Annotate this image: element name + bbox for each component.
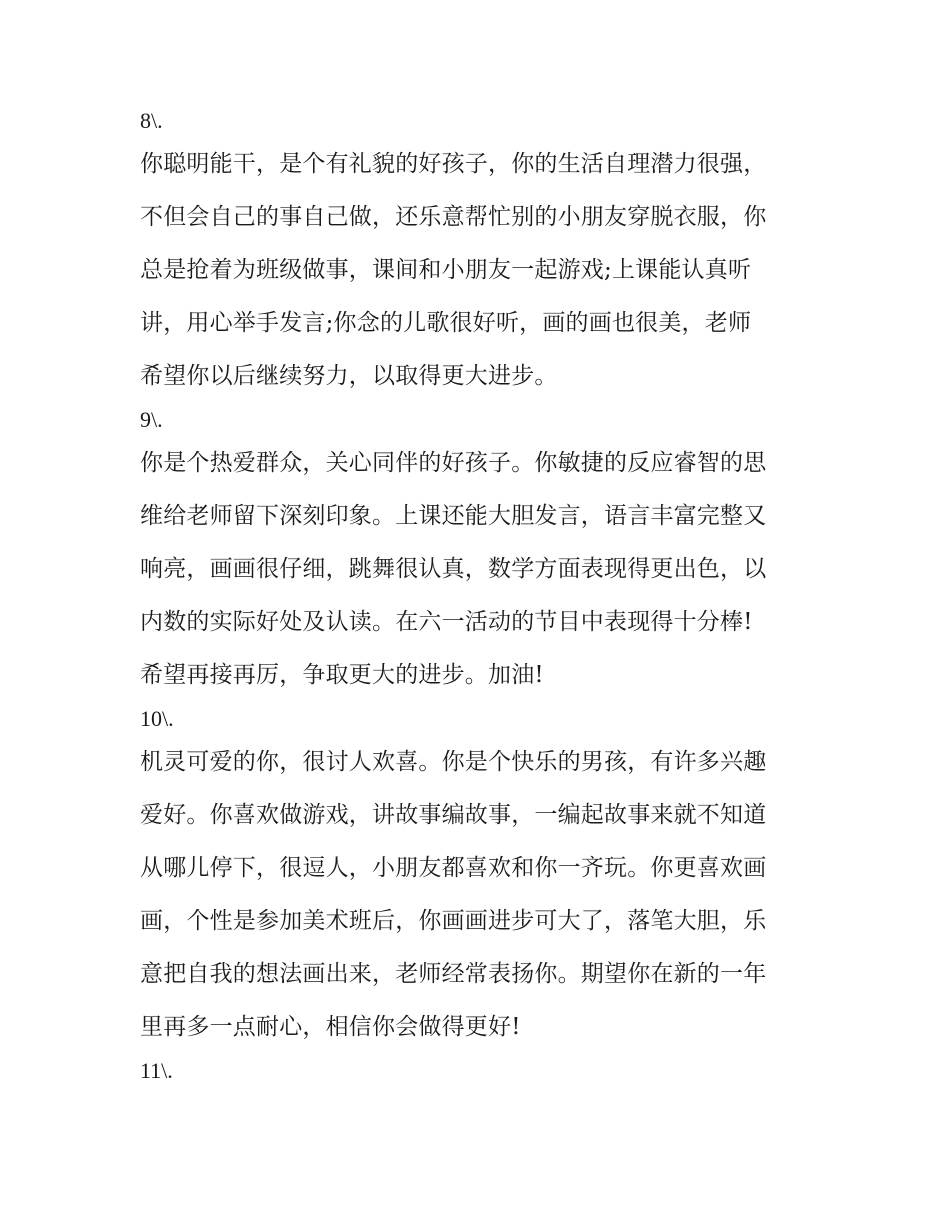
paragraph-line: 响亮，画画很仔细，跳舞很认真，数学方面表现得更出色，以 <box>140 556 767 582</box>
comment-section-9 <box>140 403 820 702</box>
paragraph-line: 内数的实际好处及认读。在六一活动的节目中表现得十分棒! <box>140 609 753 635</box>
paragraph-line: 机灵可爱的你，很讨人欢喜。你是个快乐的男孩，有许多兴趣 <box>140 749 767 775</box>
paragraph-line: 爱好。你喜欢做游戏，讲故事编故事，一编起故事来就不知道 <box>140 802 767 828</box>
section-number: 9\. <box>140 407 163 432</box>
paragraph-line: 意把自我的想法画出来，老师经常表扬你。期望你在新的一年 <box>140 961 767 987</box>
comment-section-8 <box>140 104 820 403</box>
paragraph-line: 讲，用心举手发言;你念的儿歌很好听，画的画也很美，老师 <box>140 310 752 336</box>
paragraph-line: 你是个热爱群众，关心同伴的好孩子。你敏捷的反应睿智的思 <box>140 450 767 476</box>
paragraph-line: 从哪儿停下，很逗人，小朋友都喜欢和你一齐玩。你更喜欢画 <box>140 855 767 881</box>
paragraph-line: 总是抢着为班级做事，课间和小朋友一起游戏;上课能认真听 <box>140 257 752 283</box>
paragraph-line: 希望再接再厉，争取更大的进步。加油! <box>140 662 544 688</box>
document-body <box>140 104 820 1088</box>
paragraph-line: 希望你以后继续努力，以取得更大进步。 <box>140 363 558 389</box>
section-number: 8\. <box>140 108 163 133</box>
paragraph-line: 不但会自己的事自己做，还乐意帮忙别的小朋友穿脱衣服，你 <box>140 204 767 230</box>
paragraph-line: 你聪明能干，是个有礼貌的好孩子，你的生活自理潜力很强， <box>140 151 767 177</box>
paragraph-line: 维给老师留下深刻印象。上课还能大胆发言，语言丰富完整又 <box>140 503 767 529</box>
comment-section-10 <box>140 702 820 1054</box>
section-number: 11\. <box>140 1058 173 1083</box>
comment-section-11 <box>140 1054 820 1088</box>
paragraph-line: 里再多一点耐心，相信你会做得更好! <box>140 1014 521 1040</box>
section-number: 10\. <box>140 706 174 731</box>
paragraph-line: 画，个性是参加美术班后，你画画进步可大了，落笔大胆，乐 <box>140 908 767 934</box>
